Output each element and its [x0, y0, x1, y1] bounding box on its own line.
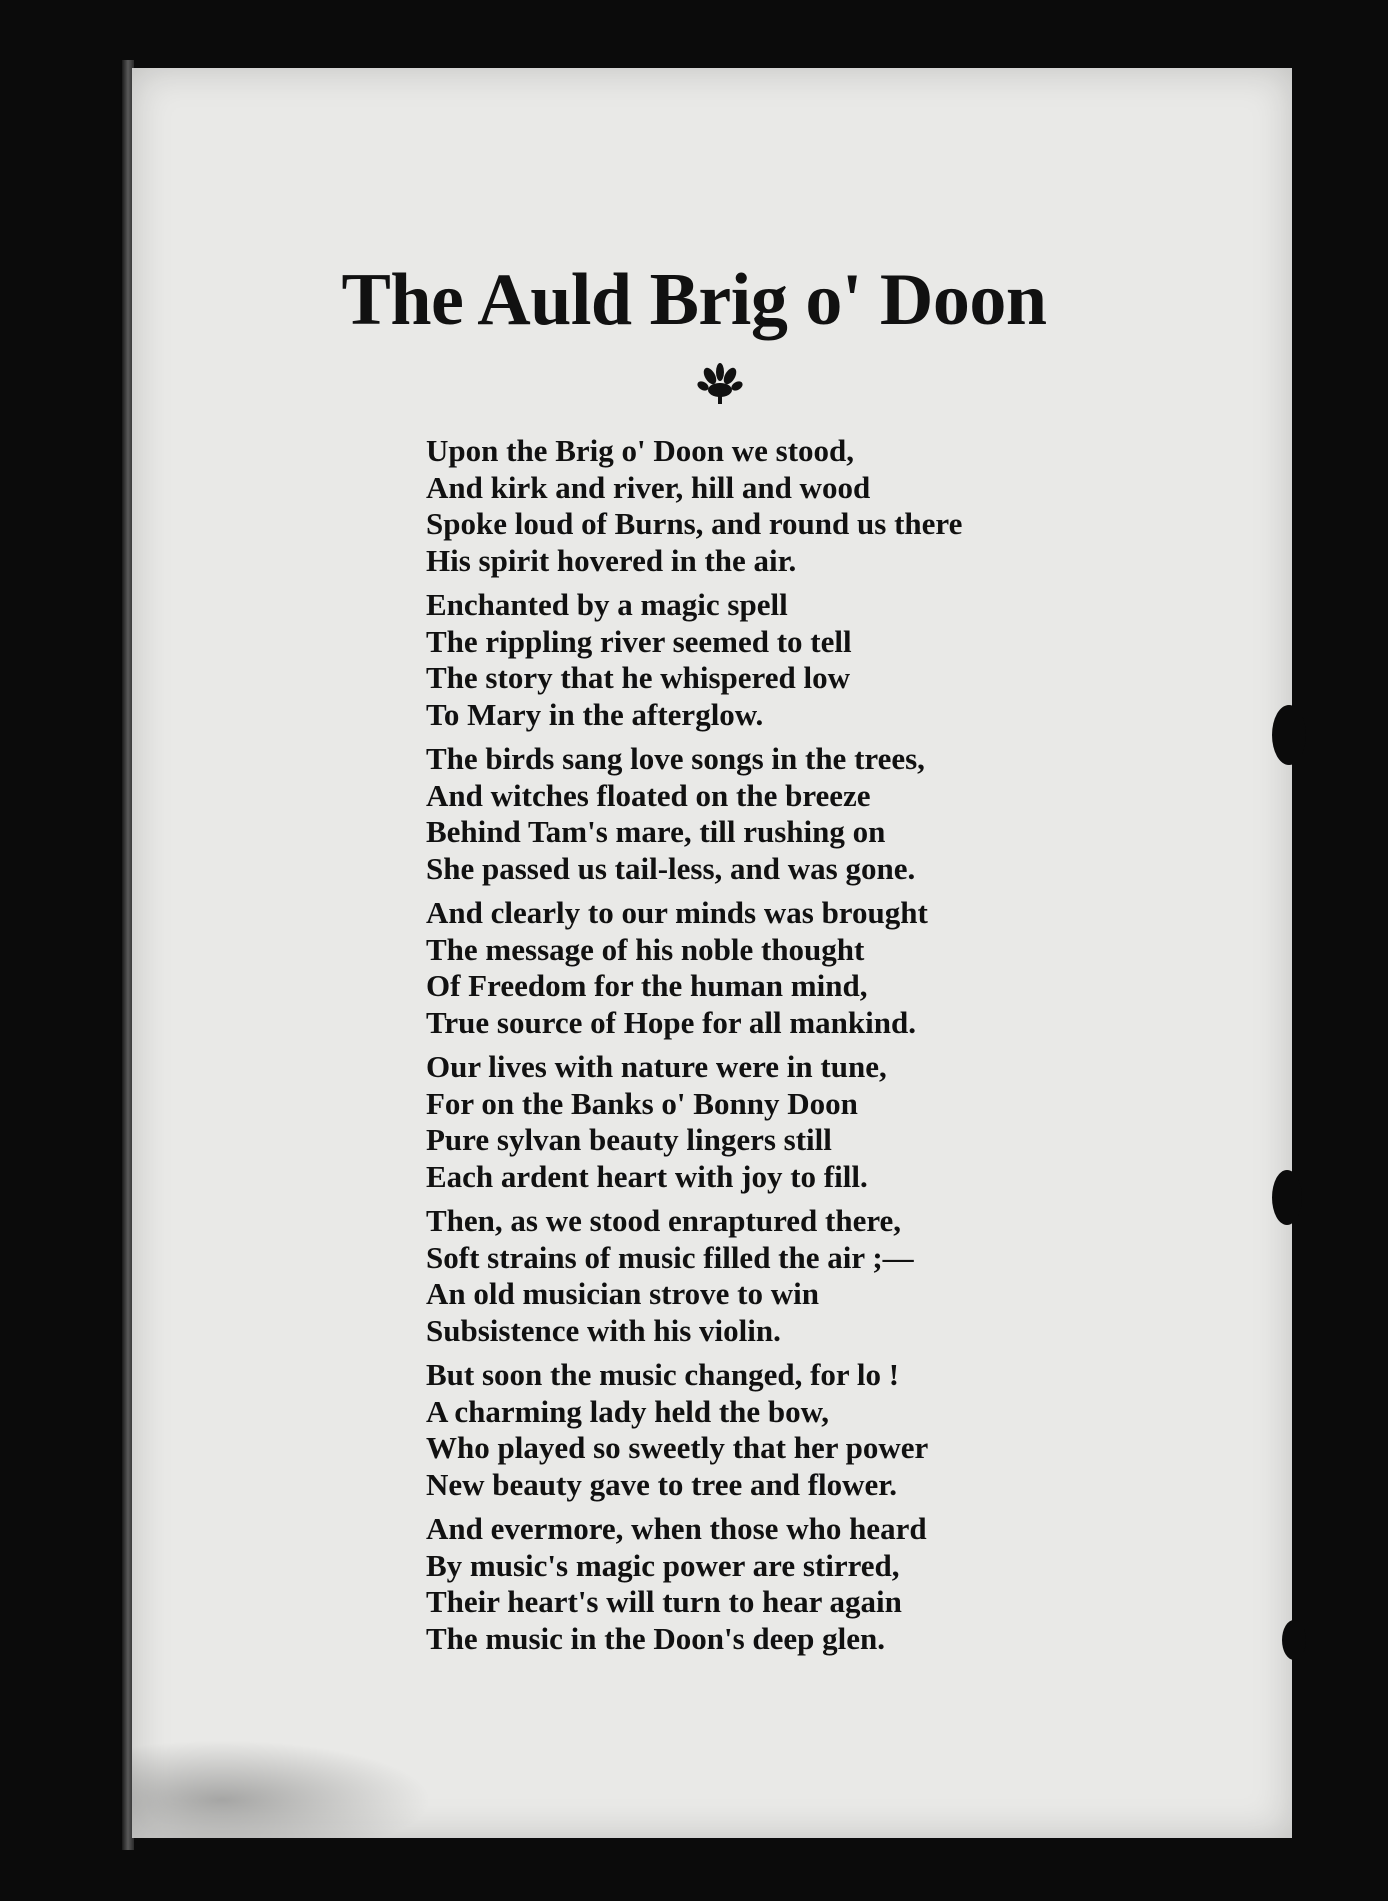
page-smudge	[132, 1740, 432, 1840]
poem-line: By music's magic power are stirred,	[426, 1547, 900, 1583]
poem-line: Soft strains of music filled the air ;—	[426, 1239, 914, 1275]
scan-artifact	[1282, 1620, 1306, 1660]
stanza	[426, 1203, 1066, 1349]
poem-line: Behind Tam's mare, till rushing on	[426, 814, 886, 849]
stanza	[426, 741, 1066, 887]
stanza	[426, 433, 1066, 579]
poem-line: To Mary in the afterglow.	[426, 696, 764, 732]
poem-line: And evermore, when those who heard	[426, 1511, 927, 1546]
poem-line: But soon the music changed, for lo !	[426, 1357, 900, 1392]
poem-line: Of Freedom for the human mind,	[426, 968, 868, 1003]
stanza	[426, 1511, 1066, 1657]
poem-line: Pure sylvan beauty lingers still	[426, 1122, 832, 1157]
poem-line: Each ardent heart with joy to fill.	[426, 1158, 868, 1194]
scan-artifact	[1272, 705, 1306, 765]
poem-line: And witches floated on the breeze	[426, 777, 871, 813]
poem-body	[426, 433, 1066, 1665]
poem-line: Subsistence with his violin.	[426, 1312, 781, 1348]
poem-line: Upon the Brig o' Doon we stood,	[426, 433, 855, 468]
poem-line: For on the Banks o' Bonny Doon	[426, 1085, 858, 1121]
poem-line: True source of Hope for all mankind.	[426, 1004, 916, 1040]
stanza	[426, 1357, 1066, 1503]
poem-line: Spoke loud of Burns, and round us there	[426, 506, 963, 541]
poem-line: His spirit hovered in the air.	[426, 542, 797, 578]
scan-artifact	[1272, 1170, 1302, 1225]
poem-line: Then, as we stood enraptured there,	[426, 1203, 902, 1238]
poem-line: A charming lady held the bow,	[426, 1393, 830, 1429]
poem-line: New beauty gave to tree and flower.	[426, 1466, 897, 1502]
poem-line: The rippling river seemed to tell	[426, 623, 852, 659]
poem-line: And clearly to our minds was brought	[426, 895, 928, 930]
poem-line: Enchanted by a magic spell	[426, 587, 788, 622]
poem-line: An old musician strove to win	[426, 1276, 819, 1311]
poem-line: Our lives with nature were in tune,	[426, 1049, 887, 1084]
stanza	[426, 1049, 1066, 1195]
poem-line: Who played so sweetly that her power	[426, 1430, 929, 1465]
poem-line: The message of his noble thought	[426, 931, 865, 967]
poem-line: Their heart's will turn to hear again	[426, 1584, 902, 1619]
poem-line: And kirk and river, hill and wood	[426, 469, 871, 505]
poem-line: The birds sang love songs in the trees,	[426, 741, 925, 776]
poem-line: The music in the Doon's deep glen.	[426, 1620, 886, 1656]
fleuron-ornament-icon	[697, 360, 743, 406]
page-title: The Auld Brig o' Doon	[341, 259, 1047, 341]
poem-line: The story that he whispered low	[426, 660, 850, 695]
stanza	[426, 895, 1066, 1041]
stanza	[426, 587, 1066, 733]
poem-line: She passed us tail-less, and was gone.	[426, 850, 916, 886]
